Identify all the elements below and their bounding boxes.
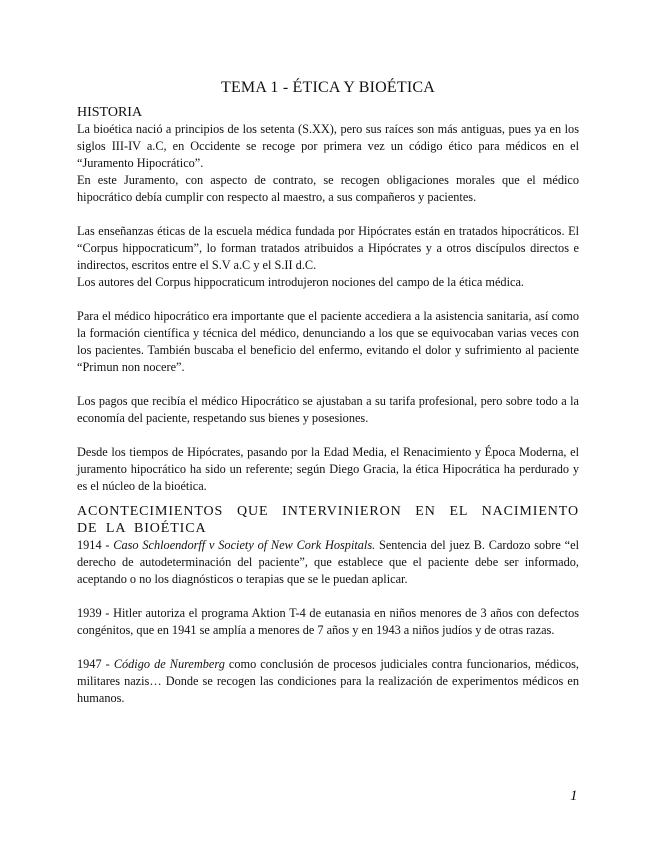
- section-heading-acontecimientos: ACONTECIMIENTOS QUE INTERVINIERON EN EL NACIMIENTO DE LA BIOÉTICA: [77, 504, 579, 536]
- paragraph-juramento: En este Juramento, con aspecto de contrato, se recogen obligaciones morales que el médico hipocrático debía cumplir con respecto al maestro, a sus compañeros y pacientes.: [77, 173, 579, 204]
- event-1939: 1939 - Hitler autoriza el programa Aktion T-4 de eutanasia en niños menores de 3 años con defectos congénitos, que en 1941 se amplía a menores de 7 años y en 1943 a niños judíos y de otras razas.: [77, 606, 579, 637]
- paragraph-gap: [77, 376, 579, 393]
- event-1914-year: 1914 -: [77, 538, 114, 552]
- paragraph-gap: [77, 291, 579, 308]
- event-1947-code-title: Código de Nuremberg: [113, 657, 225, 671]
- paragraph-diego-gracia: Desde los tiempos de Hipócrates, pasando por la Edad Media, el Renacimiento y Época Moderna, el juramento hipocrático ha sido un referente; según Diego Gracia, la ética Hipocrática ha perdurado y es el núcleo de la bioética.: [77, 445, 579, 493]
- paragraph-corpus-authors: Los autores del Corpus hippocraticum introdujeron nociones del campo de la ética médica.: [77, 275, 524, 289]
- document-title: TEMA 1 - ÉTICA Y BIOÉTICA: [220, 79, 435, 96]
- document-page: [77, 78, 579, 707]
- paragraph-medico-hipocratico: Para el médico hipocrático era importante que el paciente accediera a la asistencia sanitaria, así como la formación científica y técnica del médico, denunciando a los que se equivocaban varias veces con los pacientes. También buscaba el beneficio del enfermo, evitando el dolor y sufrimiento al paciente “Primun non nocere”.: [77, 309, 579, 374]
- paragraph-pagos: Los pagos que recibía el médico Hipocrático se ajustaban a su tarifa profesional, pero sobre todo a la economía del paciente, respetando sus bienes y posesiones.: [77, 394, 579, 425]
- page-number: 1: [570, 788, 578, 804]
- section-heading-historia: HISTORIA: [77, 105, 143, 120]
- paragraph-gap: [77, 206, 579, 223]
- event-1947-description: como conclusión de procesos judiciales contra funcionarios, médicos, militares nazis… Donde se recogen las condiciones para la realización de experimentos médicos en humanos.: [77, 657, 579, 705]
- event-1914-description: Sentencia del juez B. Cardozo sobre “el derecho de autodeterminación del paciente”, que establece que el paciente debe ser informado, aceptando o no los diagnósticos o terapias que se le puedan aplicar.: [77, 538, 579, 586]
- paragraph-origin: La bioética nació a principios de los setenta (S.XX), pero sus raíces son más antiguas, pues ya en los siglos III-IV a.C, en Occidente se recoge por primera vez un código ético para médicos en el “Juramento Hipocrático”.: [77, 122, 579, 170]
- paragraph-corpus: Las enseñanzas éticas de la escuela médica fundada por Hipócrates están en tratados hipocráticos. El “Corpus hippocraticum”, lo forman tratados atribuidos a Hipócrates y a otros discípulos directos e indirectos, escritos entre el S.V a.C y el S.II d.C.: [77, 224, 579, 272]
- event-1947: [77, 656, 579, 707]
- paragraph-gap: [77, 427, 579, 444]
- paragraph-gap: [77, 588, 579, 605]
- event-1947-year: 1947 -: [77, 657, 114, 671]
- event-1914: [77, 537, 579, 588]
- event-1914-case-title: Caso Schloendorff v Society of New Cork Hospitals.: [113, 538, 376, 552]
- paragraph-gap: [77, 639, 579, 656]
